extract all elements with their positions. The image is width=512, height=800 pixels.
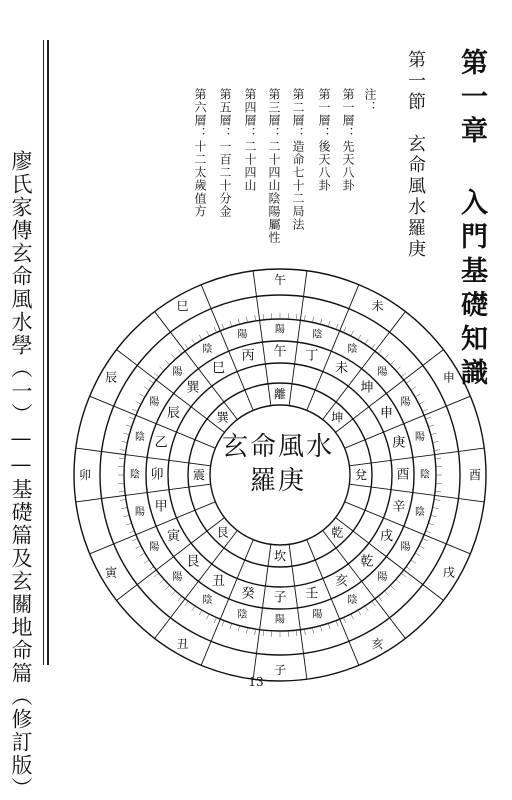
fenjin-tick <box>312 317 313 323</box>
yinyang-label: 陽 <box>415 431 425 443</box>
fenjin-tick <box>246 317 247 323</box>
fenjin-tick <box>415 553 420 556</box>
yinyang-label: 陽 <box>149 396 159 408</box>
fenjin-tick <box>122 441 128 442</box>
mountain-label: 坤 <box>360 380 373 396</box>
fenjin-tick <box>419 546 424 549</box>
fenjin-tick <box>431 515 437 517</box>
mountain-label: 午 <box>273 345 286 360</box>
fenjin-tick <box>411 560 416 563</box>
trigram-label: 艮 <box>217 525 229 539</box>
mountain-label: 巽 <box>187 381 201 396</box>
fenjin-tick <box>296 630 297 636</box>
fenjin-tick <box>120 499 126 500</box>
fenjin-tick <box>433 441 439 442</box>
fenjin-tick <box>206 614 209 619</box>
trigram-label: 兌 <box>355 468 367 482</box>
fenjin-tick <box>119 458 125 459</box>
fenjin-tick <box>384 355 388 359</box>
fenjin-tick <box>124 515 130 517</box>
fenjin-tick <box>365 339 368 344</box>
yinyang-label: 陽 <box>172 571 182 583</box>
mountain-label: 申 <box>380 405 393 421</box>
note-line-2: 第一層：後天八卦 <box>316 88 333 192</box>
fenjin-tick <box>406 567 411 571</box>
fenjin-tick <box>206 331 209 336</box>
fenjin-tick <box>122 507 128 508</box>
mountain-label: 子 <box>273 591 286 606</box>
fenjin-tick <box>434 450 440 451</box>
fenjin-tick <box>185 601 189 606</box>
fenjin-tick <box>378 349 382 354</box>
fenjin-tick <box>129 531 135 533</box>
fenjin-tick <box>154 573 159 577</box>
fenjin-tick <box>428 523 434 525</box>
fenjin-tick <box>426 531 432 533</box>
fenjin-tick <box>132 538 137 540</box>
fenjin-tick <box>343 618 345 623</box>
fenjin-tick <box>255 315 256 321</box>
fenjin-tick <box>351 331 354 336</box>
fenjin-tick <box>415 394 420 397</box>
fenjin-tick <box>304 315 305 321</box>
fenjin-tick <box>396 367 400 371</box>
yinyang-label: 陰 <box>203 593 213 606</box>
yinyang-label: 陰 <box>135 430 145 443</box>
yinyang-label: 陽 <box>275 614 285 626</box>
fenjin-tick <box>119 491 125 492</box>
fenjin-tick <box>411 387 416 390</box>
fenjin-tick <box>336 621 338 627</box>
trigram-label: 巽 <box>217 411 230 425</box>
yinyang-label: 陽 <box>275 324 285 336</box>
mountain-label: 寅 <box>167 529 181 544</box>
mountain-label: 丑 <box>212 574 225 589</box>
fenjin-tick <box>199 610 202 615</box>
yinyang-label: 陽 <box>135 506 145 518</box>
fenjin-tick <box>372 344 376 349</box>
fenjin-tick <box>320 626 322 632</box>
fenjin-tick <box>126 425 132 427</box>
branch-label: 戌 <box>443 565 455 580</box>
fenjin-tick <box>238 626 240 632</box>
yinyang-label: 陽 <box>401 396 411 408</box>
fenjin-tick <box>358 335 361 340</box>
mountain-label: 未 <box>335 360 348 376</box>
mountain-label: 巳 <box>212 361 225 376</box>
fenjin-tick <box>372 601 376 606</box>
branch-label: 午 <box>274 272 286 287</box>
trigram-label: 坤 <box>331 410 343 425</box>
note-line-7: 第六層：十二太歲值方 <box>192 88 209 218</box>
mountain-label: 乾 <box>360 553 373 569</box>
yinyang-label: 陽 <box>378 571 388 583</box>
fenjin-tick <box>401 373 406 377</box>
compass-center-line-1: 玄命風水 <box>208 430 348 464</box>
fenjin-tick <box>214 327 216 332</box>
yinyang-label: 陽 <box>401 541 411 553</box>
branch-label: 辰 <box>105 371 117 385</box>
fenjin-tick <box>419 401 424 404</box>
fenjin-tick <box>185 344 189 349</box>
fenjin-tick <box>433 507 439 508</box>
yinyang-label: 陽 <box>378 366 388 378</box>
branch-label: 未 <box>371 298 383 313</box>
fenjin-tick <box>144 560 149 563</box>
yinyang-label: 陰 <box>348 593 358 606</box>
branch-label: 丑 <box>176 637 188 651</box>
mountain-label: 庚 <box>392 436 405 451</box>
compass-center-label <box>208 430 348 498</box>
fenjin-tick <box>192 606 195 611</box>
fenjin-tick <box>312 628 313 634</box>
mountain-label: 酉 <box>396 468 409 483</box>
chapter-title: 第一章 入門基礎知識 <box>452 48 491 392</box>
spine-rule <box>47 40 49 665</box>
fenjin-tick <box>214 618 216 623</box>
yinyang-label: 陰 <box>203 342 213 355</box>
fenjin-tick <box>222 621 224 627</box>
yinyang-label: 陽 <box>237 328 247 340</box>
series-title: 廖氏家傳玄命風水學（一）——基礎篇及玄關地命篇（修訂版） <box>6 150 36 800</box>
fenjin-tick <box>428 425 434 427</box>
fenjin-tick <box>238 319 240 325</box>
fenjin-tick <box>434 499 440 500</box>
fenjin-tick <box>192 339 195 344</box>
fenjin-tick <box>246 628 247 634</box>
note-line-6: 第五層：一百二十分金 <box>217 88 234 218</box>
fenjin-tick <box>120 450 126 451</box>
yinyang-label: 陽 <box>172 366 182 378</box>
mountain-label: 乙 <box>155 436 168 451</box>
fenjin-tick <box>230 321 232 327</box>
fenjin-tick <box>296 314 297 320</box>
fenjin-tick <box>320 319 322 325</box>
trigram-label: 坎 <box>274 548 286 563</box>
fenjin-tick <box>390 360 394 364</box>
mountain-label: 壬 <box>305 586 318 601</box>
mountain-label: 甲 <box>155 499 168 514</box>
note-line-4: 第三層：二十四山陰陽屬性 <box>266 88 283 244</box>
fenjin-tick <box>351 614 354 619</box>
note-line-3: 第二層：造命七十二局法 <box>290 88 307 231</box>
page-number: 13 <box>0 675 512 689</box>
section-title: 第一節 玄命風水羅庚 <box>402 50 428 260</box>
fenjin-tick <box>124 433 130 435</box>
fenjin-tick <box>136 401 141 404</box>
mountain-label: 戌 <box>380 528 393 544</box>
fenjin-tick <box>149 567 154 571</box>
fenjin-tick <box>263 630 264 636</box>
fenjin-tick <box>384 591 388 595</box>
fenjin-tick <box>140 553 145 556</box>
fenjin-tick <box>136 546 141 549</box>
fenjin-tick <box>160 367 164 371</box>
mountain-label: 丁 <box>305 349 318 364</box>
trigram-label: 離 <box>274 386 286 401</box>
fenjin-tick <box>144 387 149 390</box>
fenjin-tick <box>435 491 441 492</box>
fenjin-tick <box>358 610 361 615</box>
yinyang-label: 陰 <box>313 327 323 340</box>
fenjin-tick <box>230 623 232 629</box>
compass-center-line-2: 羅庚 <box>208 464 348 498</box>
fenjin-tick <box>336 324 338 330</box>
branch-label: 寅 <box>105 565 118 580</box>
fenjin-tick <box>435 458 441 459</box>
branch-label: 酉 <box>469 468 481 482</box>
branch-label: 巳 <box>176 299 188 313</box>
branch-label: 亥 <box>371 637 383 651</box>
fenjin-tick <box>401 573 406 577</box>
fenjin-tick <box>255 629 256 635</box>
yinyang-label: 陰 <box>348 342 358 355</box>
branch-label: 卯 <box>79 468 91 482</box>
yinyang-label: 陽 <box>149 541 159 553</box>
fenjin-tick <box>172 355 176 359</box>
branch-label: 子 <box>274 663 286 677</box>
fenjin-tick <box>126 523 132 525</box>
fenjin-tick <box>396 579 400 583</box>
fenjin-tick <box>165 585 169 589</box>
fenjin-tick <box>165 360 169 364</box>
trigram-label: 乾 <box>331 524 343 539</box>
fenjin-tick <box>132 409 137 411</box>
yinyang-label: 陰 <box>130 468 140 481</box>
fenjin-tick <box>390 585 394 589</box>
mountain-label: 亥 <box>335 574 348 589</box>
mountain-label: 艮 <box>187 554 200 569</box>
fenjin-tick <box>423 538 428 540</box>
fenjin-tick <box>178 349 182 354</box>
fenjin-tick <box>426 417 432 419</box>
spine-rule-thin <box>43 40 44 665</box>
fenjin-tick <box>406 380 411 384</box>
mountain-label: 丙 <box>242 349 255 364</box>
fenjin-tick <box>222 324 224 330</box>
fenjin-tick <box>160 579 164 583</box>
fenjin-tick <box>328 321 330 327</box>
yinyang-label: 陰 <box>415 505 425 518</box>
note-label: 注： <box>362 88 379 114</box>
branch-label: 申 <box>443 370 455 385</box>
mountain-label: 辰 <box>167 406 180 421</box>
trigram-label: 震 <box>193 468 205 482</box>
fenjin-tick <box>431 433 437 435</box>
yinyang-label: 陰 <box>420 468 430 481</box>
note-line-1: 第一層：先天八卦 <box>340 88 357 192</box>
yinyang-label: 陽 <box>313 609 323 621</box>
fenjin-tick <box>149 380 154 384</box>
mountain-label: 辛 <box>392 499 405 514</box>
mountain-label: 癸 <box>242 586 255 601</box>
fenjin-tick <box>178 596 182 601</box>
fenjin-tick <box>328 623 330 629</box>
fenjin-tick <box>304 629 305 635</box>
fenjin-tick <box>199 335 202 340</box>
fenjin-tick <box>263 314 264 320</box>
yinyang-label: 陰 <box>237 608 247 621</box>
note-line-5: 第四層：二十四山 <box>242 88 259 192</box>
mountain-label: 卯 <box>150 468 163 483</box>
fenjin-tick <box>378 596 382 601</box>
fenjin-tick <box>365 606 368 611</box>
fenjin-tick <box>154 373 159 377</box>
fenjin-tick <box>172 591 176 595</box>
fenjin-tick <box>343 327 345 332</box>
fenjin-tick <box>423 409 428 411</box>
fenjin-tick <box>140 394 145 397</box>
fenjin-tick <box>129 417 135 419</box>
